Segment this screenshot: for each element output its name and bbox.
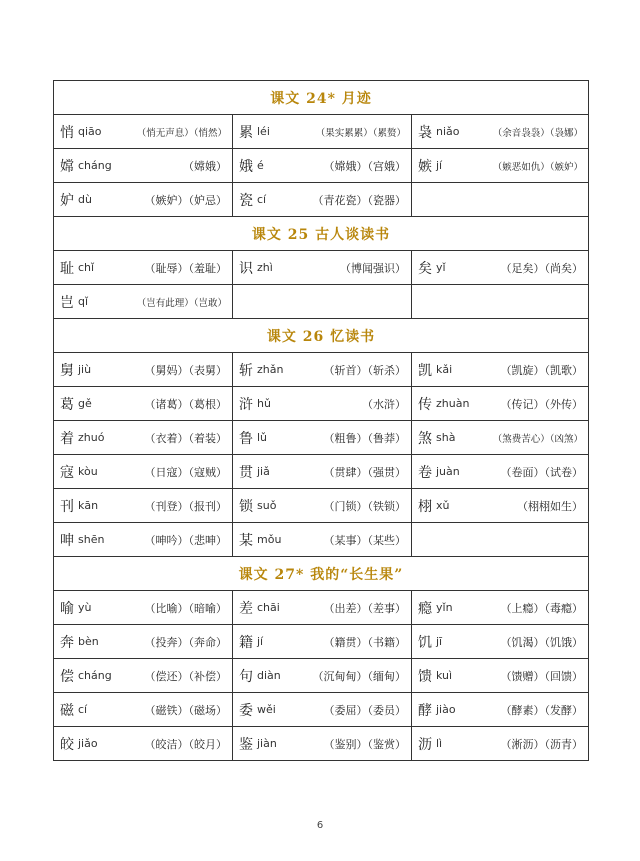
character: 句 [239, 668, 253, 685]
pinyin: lǔ [257, 431, 268, 444]
example-words: （委屈）（委员） [323, 703, 406, 717]
character: 贯 [239, 464, 253, 481]
pinyin: jiǎo [78, 737, 98, 750]
character: 奔 [60, 634, 74, 651]
vocab-cell [411, 727, 588, 760]
pinyin: jiào [436, 703, 456, 716]
example-words: （馈赠）（回馈） [500, 669, 583, 683]
vocab-cell [411, 693, 588, 726]
table-row [54, 421, 588, 455]
vocab-cell [411, 489, 588, 522]
vocab-cell [54, 489, 232, 522]
vocab-cell [411, 115, 588, 148]
character: 呻 [60, 532, 74, 549]
vocab-cell [232, 421, 411, 454]
example-words: （嫦娥）（宫娥） [323, 159, 406, 173]
vocab-cell [54, 421, 232, 454]
pinyin: jiǎ [257, 465, 270, 478]
character: 瓷 [239, 192, 253, 209]
section-title: 课文 24* 月迹 [54, 81, 588, 115]
section-title: 课文 26 忆读书 [54, 319, 588, 353]
pinyin: cí [257, 193, 267, 206]
character: 寇 [60, 464, 74, 481]
table-row [54, 455, 588, 489]
table-row [54, 489, 588, 523]
table-row [54, 183, 588, 217]
example-words: （沉甸甸）（缅甸） [312, 669, 406, 683]
character: 沥 [418, 736, 432, 753]
pinyin: shà [436, 431, 456, 444]
character: 凯 [418, 362, 432, 379]
character: 鲁 [239, 430, 253, 447]
pinyin: kǎi [436, 363, 453, 376]
example-words: （鉴别）（鉴赏） [323, 737, 406, 751]
character: 袅 [418, 124, 432, 141]
vocab-cell [411, 387, 588, 420]
vocab-cell [54, 625, 232, 658]
character: 娥 [239, 158, 253, 175]
vocabulary-table [53, 80, 589, 761]
character: 瘾 [418, 600, 432, 617]
example-words: （籍贯）（书籍） [323, 635, 406, 649]
pinyin: dù [78, 193, 92, 206]
example-words: （嫉妒）（妒忌） [144, 193, 227, 207]
character: 嫉 [418, 158, 432, 175]
pinyin: niǎo [436, 125, 460, 138]
example-words: （磁铁）（磁场） [144, 703, 227, 717]
example-words: （斩首）（斩杀） [323, 363, 406, 377]
pinyin: jí [257, 635, 264, 648]
vocab-cell [232, 489, 411, 522]
vocab-cell [411, 353, 588, 386]
section-title: 课文 27* 我的“长生果” [54, 557, 588, 591]
example-words: （出差）（差事） [323, 601, 406, 615]
vocab-cell [54, 693, 232, 726]
table-row [54, 591, 588, 625]
example-words: （诸葛）（葛根） [144, 397, 227, 411]
character: 锁 [239, 498, 253, 515]
vocab-cell [232, 625, 411, 658]
character: 委 [239, 702, 253, 719]
table-row [54, 693, 588, 727]
pinyin: bèn [78, 635, 99, 648]
example-words: （耻辱）（羞耻） [144, 261, 227, 275]
example-words: （嫉恶如仇）（嫉妒） [492, 161, 583, 173]
vocab-cell [232, 251, 411, 284]
character: 着 [60, 430, 74, 447]
character: 某 [239, 532, 253, 549]
empty-cell [411, 285, 588, 318]
table-row [54, 625, 588, 659]
example-words: （粗鲁）（鲁莽） [323, 431, 406, 445]
vocab-cell [54, 149, 232, 182]
character: 鉴 [239, 736, 253, 753]
vocab-cell [54, 727, 232, 760]
pinyin: jiù [78, 363, 92, 376]
example-words: （青花瓷）（瓷器） [312, 193, 406, 207]
character: 差 [239, 600, 253, 617]
table-row [54, 353, 588, 387]
example-words: （投奔）（奔命） [144, 635, 227, 649]
pinyin: léi [257, 125, 270, 138]
character: 籍 [239, 634, 253, 651]
pinyin: qǐ [78, 295, 89, 308]
pinyin: yù [78, 601, 92, 614]
example-words: （余音袅袅）（袅娜） [492, 127, 583, 139]
pinyin: shēn [78, 533, 105, 546]
pinyin: kòu [78, 465, 98, 478]
character: 浒 [239, 396, 253, 413]
example-words: （门锁）（铁锁） [323, 499, 406, 513]
vocab-cell [232, 523, 411, 556]
character: 喻 [60, 600, 74, 617]
vocab-cell [232, 387, 411, 420]
section-title: 课文 25 古人谈读书 [54, 217, 588, 251]
example-words: （煞费苦心）（凶煞） [492, 433, 583, 445]
vocab-cell [411, 625, 588, 658]
vocab-cell [411, 591, 588, 624]
pinyin: cháng [78, 669, 112, 682]
vocab-cell [54, 183, 232, 216]
character: 耻 [60, 260, 74, 277]
vocab-cell [54, 251, 232, 284]
pinyin: kān [78, 499, 99, 512]
vocab-cell [232, 659, 411, 692]
example-words: （比喻）（暗喻） [144, 601, 227, 615]
pinyin: zhì [257, 261, 273, 274]
example-words: （栩栩如生） [517, 499, 583, 513]
character: 悄 [60, 124, 74, 141]
vocab-cell [54, 115, 232, 148]
character: 栩 [418, 498, 432, 515]
pinyin: cí [78, 703, 88, 716]
character: 偿 [60, 668, 74, 685]
vocab-cell [232, 693, 411, 726]
character: 舅 [60, 362, 74, 379]
pinyin: cháng [78, 159, 112, 172]
vocab-cell [232, 455, 411, 488]
pinyin: yǐn [436, 601, 453, 614]
pinyin: yǐ [436, 261, 446, 274]
pinyin: mǒu [257, 533, 282, 546]
character: 煞 [418, 430, 432, 447]
character: 酵 [418, 702, 432, 719]
table-row [54, 115, 588, 149]
vocab-cell [232, 115, 411, 148]
vocab-cell [232, 727, 411, 760]
table-row [54, 727, 588, 760]
pinyin: gě [78, 397, 92, 410]
table-row [54, 285, 588, 319]
pinyin: chāi [257, 601, 280, 614]
character: 妒 [60, 192, 74, 209]
vocab-cell [54, 387, 232, 420]
example-words: （饥渴）（饥饿） [500, 635, 583, 649]
example-words: （卷面）（试卷） [500, 465, 583, 479]
empty-cell [411, 523, 588, 556]
example-words: （传记）（外传） [500, 397, 583, 411]
vocab-cell [411, 149, 588, 182]
example-words: （贯肆）（强贯） [323, 465, 406, 479]
table-row [54, 659, 588, 693]
character: 矣 [418, 260, 432, 277]
character: 馈 [418, 668, 432, 685]
example-words: （淅沥）（沥青） [500, 737, 583, 751]
example-words: （悄无声息）（悄然） [136, 127, 227, 139]
example-words: （酵素）（发酵） [500, 703, 583, 717]
pinyin: kuì [436, 669, 453, 682]
pinyin: xǔ [436, 499, 450, 512]
pinyin: jiàn [257, 737, 277, 750]
page-number: 6 [316, 820, 324, 831]
empty-cell [232, 285, 411, 318]
character: 岂 [60, 294, 74, 311]
pinyin: hǔ [257, 397, 271, 410]
character: 斩 [239, 362, 253, 379]
table-row [54, 251, 588, 285]
vocab-cell [232, 183, 411, 216]
empty-cell [411, 183, 588, 216]
example-words: （刊登）（报刊） [144, 499, 227, 513]
pinyin: jī [436, 635, 443, 648]
example-words: （嫦娥） [183, 159, 227, 173]
pinyin: suǒ [257, 499, 277, 512]
vocab-cell [232, 149, 411, 182]
pinyin: wěi [257, 703, 276, 716]
pinyin: chǐ [78, 261, 95, 274]
character: 葛 [60, 396, 74, 413]
example-words: （凯旋）（凯歌） [500, 363, 583, 377]
vocab-cell [54, 285, 232, 318]
character: 嫦 [60, 158, 74, 175]
vocab-cell [411, 455, 588, 488]
character: 刊 [60, 498, 74, 515]
example-words: （皎洁）（皎月） [144, 737, 227, 751]
example-words: （岂有此理）（岂敢） [136, 297, 227, 309]
character: 卷 [418, 464, 432, 481]
vocab-cell [54, 659, 232, 692]
vocab-cell [411, 251, 588, 284]
example-words: （呻吟）（悲呻） [144, 533, 227, 547]
vocab-cell [411, 421, 588, 454]
example-words: （衣着）（着装） [144, 431, 227, 445]
example-words: （足矣）（尚矣） [500, 261, 583, 275]
vocab-cell [54, 455, 232, 488]
vocab-cell [54, 591, 232, 624]
example-words: （舅妈）（表舅） [144, 363, 227, 377]
table-row [54, 523, 588, 557]
example-words: （某事）（某些） [323, 533, 406, 547]
example-words: （上瘾）（毒瘾） [500, 601, 583, 615]
example-words: （博闻强识） [340, 261, 406, 275]
pinyin: zhuàn [436, 397, 470, 410]
pinyin: é [257, 159, 264, 172]
vocab-cell [232, 591, 411, 624]
table-row [54, 149, 588, 183]
vocab-cell [54, 523, 232, 556]
character: 磁 [60, 702, 74, 719]
table-row [54, 387, 588, 421]
pinyin: zhuó [78, 431, 105, 444]
example-words: （水浒） [362, 397, 406, 411]
vocab-cell [232, 353, 411, 386]
character: 饥 [418, 634, 432, 651]
pinyin: jí [436, 159, 443, 172]
pinyin: qiāo [78, 125, 102, 138]
character: 累 [239, 124, 253, 141]
example-words: （果实累累）（累赘） [315, 127, 406, 139]
vocab-cell [54, 353, 232, 386]
pinyin: lì [436, 737, 443, 750]
pinyin: juàn [436, 465, 460, 478]
example-words: （偿还）（补偿） [144, 669, 227, 683]
character: 皎 [60, 736, 74, 753]
character: 识 [239, 260, 253, 277]
pinyin: diàn [257, 669, 281, 682]
pinyin: zhǎn [257, 363, 284, 376]
character: 传 [418, 396, 432, 413]
example-words: （日寇）（寇贼） [144, 465, 227, 479]
vocab-cell [411, 659, 588, 692]
